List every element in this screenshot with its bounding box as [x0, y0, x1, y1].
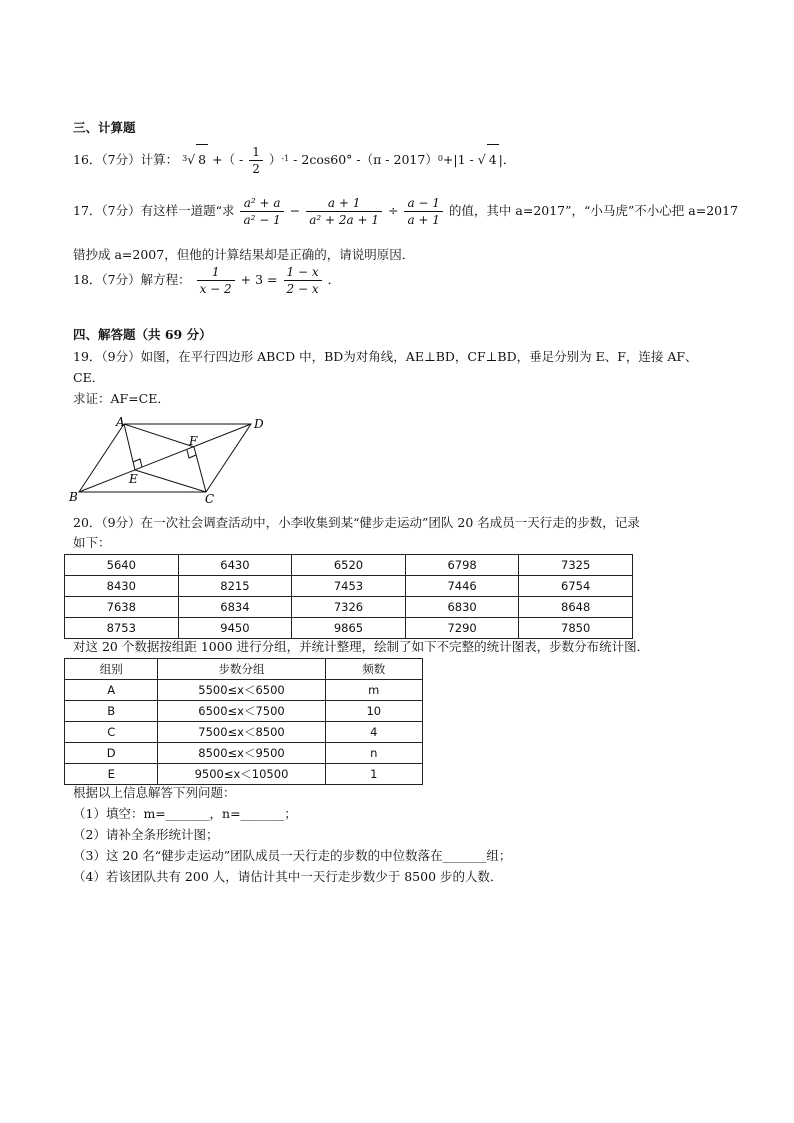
q18-fraction-2: $\frac{1 - x}{2 - x}$	[284, 265, 322, 296]
table-row: 8430 8215 7453 7446 6754	[65, 576, 633, 597]
segment-af	[124, 424, 194, 447]
q16-root-index: 3	[182, 154, 188, 163]
question-18	[73, 265, 340, 296]
q20-sub-2: （2）请补全条形统计图；	[73, 827, 219, 842]
q16-part3: - 2cos60° -（π - 2017）	[293, 152, 438, 167]
section-3-heading: 三、计算题	[73, 120, 136, 135]
q16-prefix: 16．（7分）计算：	[73, 152, 179, 167]
table-row: A 5500≤x＜6500 m	[65, 680, 423, 701]
q17-op-1: −	[289, 203, 301, 218]
table-row: E 9500≤x＜10500 1	[65, 764, 423, 785]
radical-sign: √	[187, 152, 196, 167]
q20-group-intro: 对这 20 个数据按组距 1000 进行分组，并统计整理，绘制了如下不完整的统计图表，步数分布统计图．	[73, 639, 650, 654]
q17-fraction-2: $\frac{a + 1}{\text{a² + 2a + 1}}$	[306, 196, 382, 227]
q16-part1: +（ -	[212, 152, 244, 167]
q17-fraction-3: $\frac{a - 1}{a + 1}$	[404, 196, 442, 227]
q19-line-1: 19．（9分）如图，在平行四边形 ABCD 中，BD为对角线，AE⊥BD，CF⊥BD，垂足分别为 E、F，连接 AF、	[73, 349, 698, 364]
q20-answer-intro: 根据以上信息解答下列问题：	[73, 785, 236, 800]
q16-exp: -1	[281, 154, 290, 163]
q19-line-3: 求证：AF=CE．	[73, 391, 170, 406]
q16-part2: ）	[268, 152, 282, 167]
q16-exp0: 0	[437, 154, 443, 163]
q18-suffix: ．	[327, 272, 341, 287]
q16-sqrt-body: 4	[487, 144, 499, 175]
parallelogram-figure	[68, 414, 268, 506]
label-b: B	[69, 490, 78, 504]
group-table	[64, 658, 423, 785]
q17-op-2: ÷	[387, 203, 399, 218]
label-d: D	[254, 417, 264, 431]
q17-prefix: 17．（7分）有这样一道题“求	[73, 203, 235, 218]
table-header-row: 组别 步数分组 频数	[65, 659, 423, 680]
label-a: A	[116, 415, 125, 429]
q17-fraction-1: $\frac{\text{a² + a}}{\text{a² − 1}}$	[240, 196, 283, 227]
table-row: D 8500≤x＜9500 n	[65, 743, 423, 764]
q20-line-2: 如下：	[73, 535, 111, 550]
q20-sub-4: （4）若该团队共有 200 人，请估计其中一天行走步数少于 8500 步的人数．	[73, 869, 503, 884]
diagonal-bd	[79, 424, 251, 492]
q17-line-2: 错抄成 a=2007，但他的计算结果却是正确的，请说明原因．	[73, 247, 415, 262]
q18-prefix: 18．（7分）解方程：	[73, 272, 191, 287]
radical-sign: √	[477, 152, 486, 167]
q18-fraction-1: $\frac{1}{x - 2}$	[197, 265, 235, 296]
segment-ce	[135, 470, 206, 492]
label-f: F	[189, 434, 198, 448]
q20-sub-1: （1）填空：m=_______，n=_______；	[73, 806, 297, 821]
q16-part4: +|1 -	[442, 152, 474, 167]
q19-line-2: CE．	[73, 370, 105, 385]
q18-mid: + 3 =	[240, 272, 278, 287]
q16-fraction: $\frac{1}{2}$	[249, 145, 263, 176]
table-row: B 6500≤x＜7500 10	[65, 701, 423, 722]
table-row: 8753 9450 9865 7290 7850	[65, 618, 633, 639]
q16-root-body: 8	[196, 144, 208, 175]
table-row: 5640 6430 6520 6798 7325	[65, 555, 633, 576]
question-17	[73, 196, 738, 227]
steps-table	[64, 554, 633, 639]
section-4-heading: 四、解答题（共 69 分）	[73, 327, 212, 342]
q16-part5: |．	[498, 152, 516, 167]
segment-ae	[124, 424, 135, 470]
question-16	[73, 144, 515, 176]
table-row: 7638 6834 7326 6830 8648	[65, 597, 633, 618]
label-c: C	[205, 492, 215, 506]
q20-line-1: 20．（9分）在一次社会调查活动中，小李收集到某“健步走运动”团队 20 名成员一天行走的步数，记录	[73, 515, 640, 530]
q17-suffix: 的值，其中 a=2017”，“小马虎”不小心把 a=2017	[448, 203, 739, 218]
q20-sub-3: （3）这 20 名“健步走运动”团队成员一天行走的步数的中位数落在_______组；	[73, 848, 512, 863]
segment-cf	[194, 447, 206, 492]
label-e: E	[129, 472, 138, 486]
table-row: C 7500≤x＜8500 4	[65, 722, 423, 743]
